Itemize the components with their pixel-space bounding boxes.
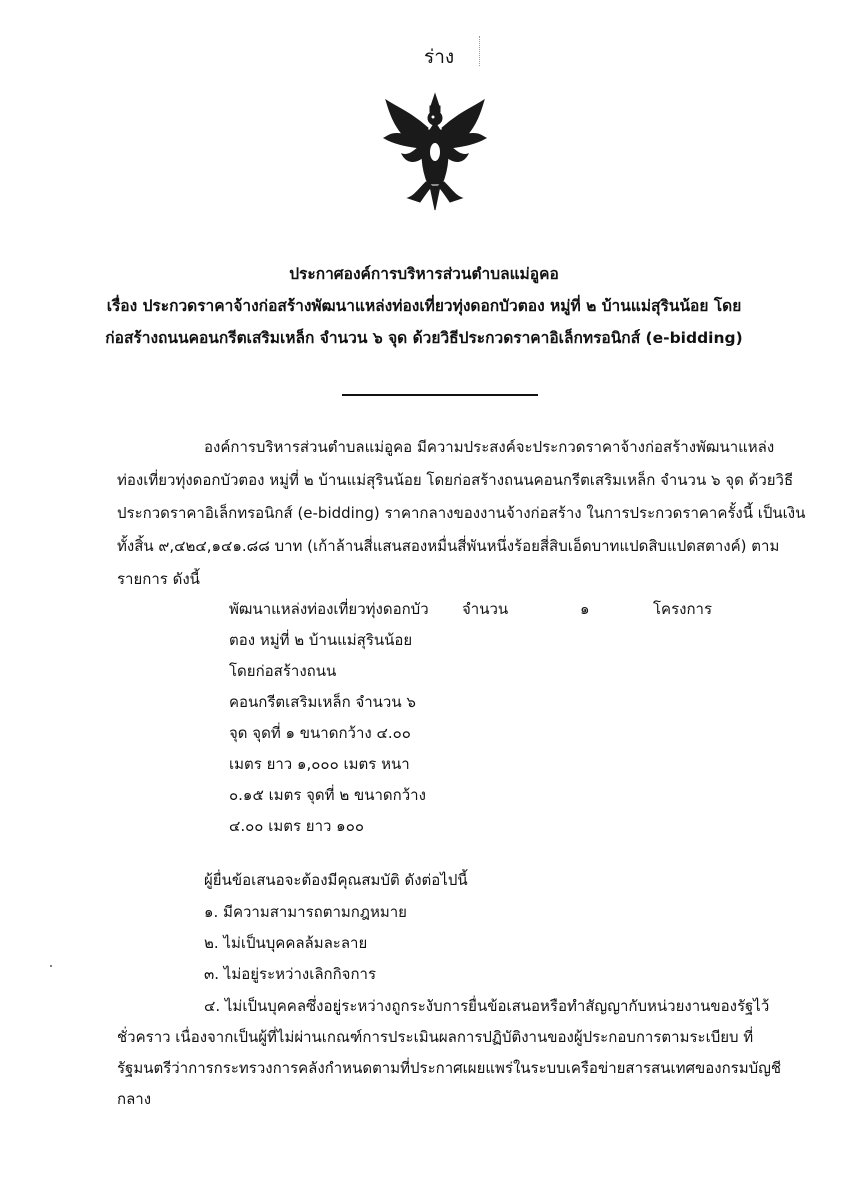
- item-description-line: ๔.๐๐ เมตร ยาว ๑๐๐: [229, 817, 365, 835]
- intro-line: ทั้งสิ้น ๙,๔๒๔,๑๔๑.๘๘ บาท (เก้าล้านสี่แสนสองหมื่นสี่พันหนึ่งร้อยสี่สิบเอ็ดบาทแปดสิบแปดสตางค์) ตาม: [117, 537, 780, 555]
- garuda-emblem-icon: [380, 92, 490, 212]
- qualification-item: ๓. ไม่อยู่ระหว่างเลิกกิจการ: [204, 965, 377, 983]
- item-description-line: จุด จุดที่ ๑ ขนาดกว้าง ๔.๐๐: [229, 724, 411, 742]
- intro-line: องค์การบริหารส่วนตำบลแม่อูคอ มีความประสงค์จะประกวดราคาจ้างก่อสร้างพัฒนาแหล่ง: [204, 438, 775, 456]
- qualification-item-4-line: กลาง: [117, 1090, 152, 1108]
- item-description-line: พัฒนาแหล่งท่องเที่ยวทุ่งดอกบัว: [229, 600, 429, 618]
- intro-line: รายการ ดังนี้: [117, 570, 200, 588]
- organization-title: ประกาศองค์การบริหารส่วนตำบลแม่อูคอ: [289, 265, 559, 283]
- item-description-line: เมตร ยาว ๑,๐๐๐ เมตร หนา: [229, 755, 410, 773]
- item-description-line: โดยก่อสร้างถนน: [229, 662, 337, 680]
- qualification-item: ๒. ไม่เป็นบุคคลล้มละลาย: [204, 934, 368, 952]
- item-description-line: ตอง หมู่ที่ ๒ บ้านแม่สุรินน้อย: [229, 631, 413, 649]
- qualification-item-4-line: ๔. ไม่เป็นบุคคลซึ่งอยู่ระหว่างถูกระงับการยื่นข้อเสนอหรือทำสัญญากับหน่วยงานของรัฐไว้: [204, 997, 770, 1015]
- quantity-label: จำนวน: [462, 600, 509, 618]
- qualification-item-4-line: รัฐมนตรีว่าการกระทรวงการคลังกำหนดตามที่ประกาศเผยแพร่ในระบบเครือข่ายสารสนเทศของกรมบัญชี: [117, 1059, 782, 1077]
- subject-line-2: ก่อสร้างถนนคอนกรีตเสริมเหล็ก จำนวน ๖ จุด ด้วยวิธีประกวดราคาอิเล็กทรอนิกส์ (e-bidding): [105, 329, 743, 347]
- draft-label: ร่าง: [424, 46, 455, 68]
- intro-line: ท่องเที่ยวทุ่งดอกบัวตอง หมู่ที่ ๒ บ้านแม่สุรินน้อย โดยก่อสร้างถนนคอนกรีตเสริมเหล็ก จำนวน ๖ จุด ด้วยวิธี: [117, 471, 794, 489]
- qualifications-heading: ผู้ยื่นข้อเสนอจะต้องมีคุณสมบัติ ดังต่อไปนี้: [204, 871, 468, 889]
- intro-line: ประกวดราคาอิเล็กทรอนิกส์ (e-bidding) ราคากลางของงานจ้างก่อสร้าง ในการประกวดราคาครั้งนี้ เป็นเงิน: [117, 504, 806, 522]
- item-description-line: คอนกรีตเสริมเหล็ก จำนวน ๖: [229, 693, 416, 711]
- heading-divider: [342, 394, 538, 396]
- scan-edge-mark: [479, 36, 481, 66]
- qualification-item: ๑. มีความสามารถตามกฎหมาย: [204, 903, 407, 921]
- qualification-item-4-line: ชั่วคราว เนื่องจากเป็นผู้ที่ไม่ผ่านเกณฑ์การประเมินผลการปฏิบัติงานของผู้ประกอบการตามระเบียบ ที่: [117, 1028, 754, 1046]
- scan-speck: [50, 965, 52, 967]
- unit-label: โครงการ: [653, 600, 713, 618]
- quantity-value: ๑: [580, 600, 590, 618]
- subject-line-1: เรื่อง ประกวดราคาจ้างก่อสร้างพัฒนาแหล่งท่องเที่ยวทุ่งดอกบัวตอง หมู่ที่ ๒ บ้านแม่สุรินน้อย โดย: [106, 297, 742, 315]
- item-description-line: ๐.๑๕ เมตร จุดที่ ๒ ขนาดกว้าง: [229, 786, 426, 804]
